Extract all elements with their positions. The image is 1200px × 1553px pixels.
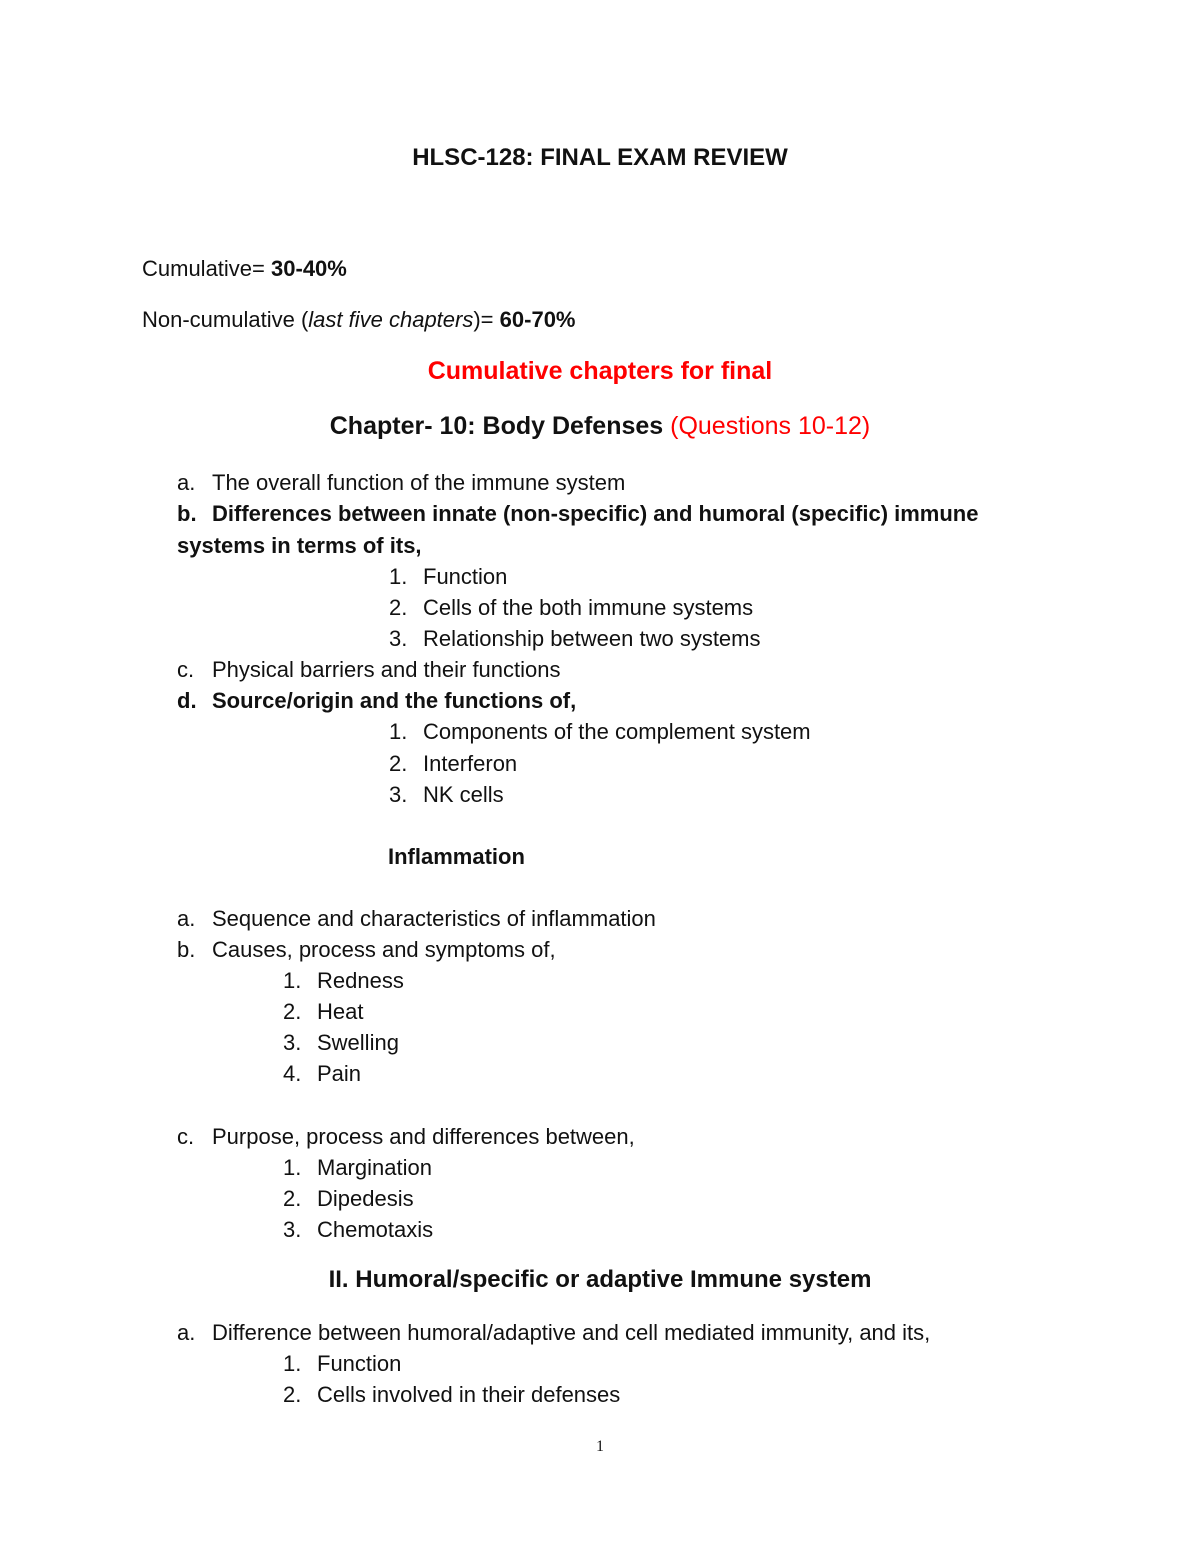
list-subitem-text: NK cells xyxy=(423,782,504,807)
list-subitem-text: Pain xyxy=(317,1061,362,1086)
list-number: 1. xyxy=(283,1351,302,1376)
list-subitem xyxy=(389,597,753,619)
list-subitem-text: Function xyxy=(423,564,508,589)
list-letter: d. xyxy=(177,688,197,713)
list-item-c xyxy=(177,1126,635,1148)
list-subitem-text: Swelling xyxy=(317,1030,399,1055)
list-subitem xyxy=(283,1063,361,1085)
list-item-text: The overall function of the immune system xyxy=(212,470,626,495)
list-number: 3. xyxy=(389,782,408,807)
list-subitem-text: Function xyxy=(317,1351,402,1376)
list-letter: c. xyxy=(177,1124,195,1149)
list-item-c xyxy=(177,659,561,681)
list-subitem xyxy=(283,1032,399,1054)
noncumulative-weight-line xyxy=(142,309,576,331)
list-subitem xyxy=(283,1157,432,1179)
list-subitem xyxy=(283,970,404,992)
document-title: HLSC-128: FINAL EXAM REVIEW xyxy=(412,144,788,171)
list-number: 3. xyxy=(283,1217,302,1242)
list-letter: a. xyxy=(177,470,196,495)
list-item-b-continued: systems in terms of its, xyxy=(177,533,422,558)
list-number: 1. xyxy=(283,1155,302,1180)
list-item-text: Physical barriers and their functions xyxy=(212,657,561,682)
list-number: 2. xyxy=(389,595,408,620)
chapter-heading xyxy=(0,414,1200,439)
list-subitem xyxy=(283,1001,363,1023)
list-number: 1. xyxy=(389,719,408,744)
cumulative-label: Cumulative= xyxy=(142,256,272,281)
list-subitem-text: Margination xyxy=(317,1155,432,1180)
noncumulative-label-a: Non-cumulative ( xyxy=(142,307,309,332)
list-letter: c. xyxy=(177,657,195,682)
list-number: 1. xyxy=(389,564,408,589)
section-heading: Cumulative chapters for final xyxy=(427,357,773,385)
list-item-text: Purpose, process and differences between, xyxy=(212,1124,635,1149)
list-item-d xyxy=(177,690,576,712)
list-letter: a. xyxy=(177,1320,196,1345)
list-item-a xyxy=(177,908,656,930)
list-subitem-text: Cells of the both immune systems xyxy=(423,595,754,620)
inflammation-heading: Inflammation xyxy=(388,844,525,869)
noncumulative-label-b: )= xyxy=(473,307,500,332)
list-subitem xyxy=(389,784,504,806)
list-number: 2. xyxy=(389,751,408,776)
list-item-a xyxy=(177,472,625,494)
list-number: 3. xyxy=(389,626,408,651)
list-subitem xyxy=(283,1353,401,1375)
humoral-heading: II. Humoral/specific or adaptive Immune system xyxy=(328,1266,872,1293)
list-subitem-text: Components of the complement system xyxy=(423,719,811,744)
noncumulative-value: 60-70% xyxy=(499,307,576,332)
list-subitem-text: Interferon xyxy=(423,751,518,776)
list-subitem-text: Redness xyxy=(317,968,404,993)
noncumulative-label-italic: last five chapters xyxy=(308,307,474,332)
list-letter: b. xyxy=(177,501,197,526)
list-number: 4. xyxy=(283,1061,302,1086)
list-subitem xyxy=(389,721,811,743)
list-letter: a. xyxy=(177,906,196,931)
list-subitem-text: Dipedesis xyxy=(317,1186,414,1211)
list-subitem-text: Relationship between two systems xyxy=(423,626,761,651)
list-subitem xyxy=(283,1384,620,1406)
list-number: 2. xyxy=(283,999,302,1024)
list-number: 3. xyxy=(283,1030,302,1055)
list-subitem-text: Heat xyxy=(317,999,364,1024)
list-subitem xyxy=(389,628,761,650)
cumulative-value: 30-40% xyxy=(271,256,347,281)
list-subitem xyxy=(389,753,517,775)
list-subitem xyxy=(283,1188,414,1210)
chapter-title: Chapter- 10: Body Defenses xyxy=(329,412,671,440)
list-subitem-text: Cells involved in their defenses xyxy=(317,1382,621,1407)
list-number: 2. xyxy=(283,1382,302,1407)
page-number: 1 xyxy=(596,1438,604,1455)
list-number: 1. xyxy=(283,968,302,993)
list-item-text: Difference between humoral/adaptive and cell mediated immunity, and its, xyxy=(212,1320,931,1345)
list-item-a xyxy=(177,1322,930,1344)
cumulative-weight-line xyxy=(142,258,347,280)
list-item-text: Source/origin and the functions of, xyxy=(212,688,577,713)
list-item-text: Sequence and characteristics of inflammation xyxy=(212,906,656,931)
list-item-b xyxy=(177,503,978,525)
list-letter: b. xyxy=(177,937,196,962)
list-item-text: Causes, process and symptoms of, xyxy=(212,937,556,962)
list-subitem xyxy=(283,1219,433,1241)
list-number: 2. xyxy=(283,1186,302,1211)
list-item-text: Differences between innate (non-specific) and humoral (specific) immune xyxy=(212,501,979,526)
list-subitem xyxy=(389,566,507,588)
chapter-questions: (Questions 10-12) xyxy=(670,412,871,440)
list-subitem-text: Chemotaxis xyxy=(317,1217,434,1242)
list-item-b xyxy=(177,939,556,961)
